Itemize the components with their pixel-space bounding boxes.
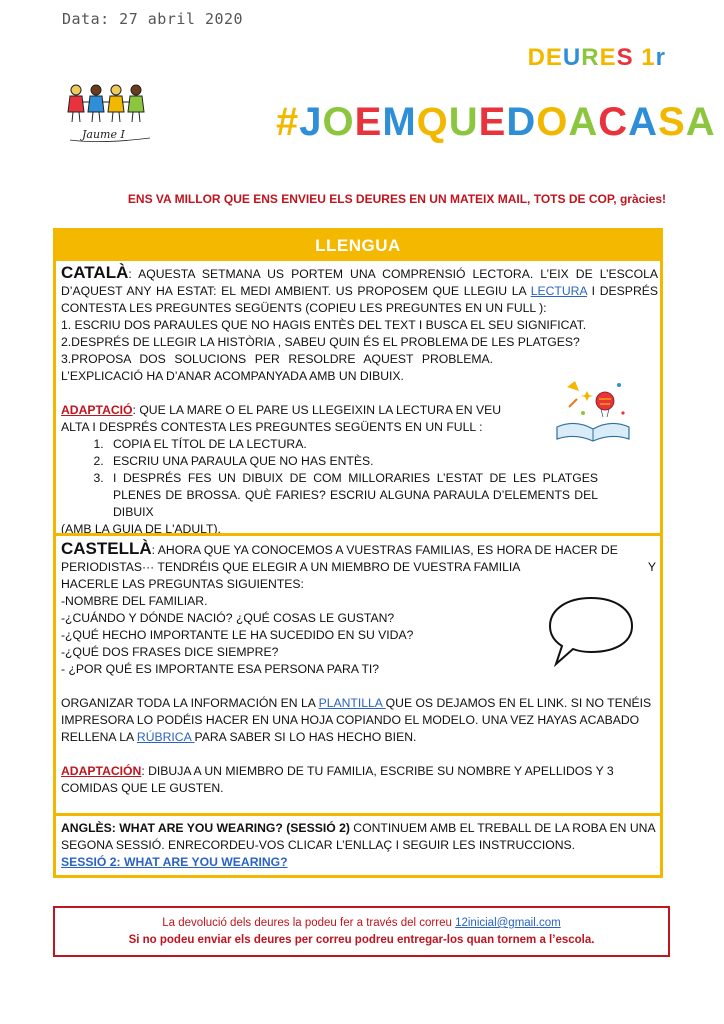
angles-text: CONTINUEM AMB EL TREBALL DE LA ROBA EN UNA SEGONA SESSIÓ. ENRECORDEU-VOS CLICAR L’ENLLAÇ I SEGUIR LES INSTRUCCIONS. (61, 821, 655, 852)
deures-letter: r (655, 44, 666, 71)
hashtag-letter: E (478, 100, 507, 144)
footer-box (53, 906, 670, 957)
rubrica-link[interactable]: RÚBRICA (136, 730, 195, 744)
list-item: 2. ESCRIU UNA PARAULA QUE NO HAS ENTÈS. (107, 453, 658, 470)
angles-heading: ANGLÈS (61, 821, 112, 835)
castella-adaptacion-label: ADAPTACIÓN (61, 764, 142, 778)
catala-question-3b: L’EXPLICACIÓ HA D’ANAR ACOMPANYADA AMB UN DIBUIX. (61, 369, 404, 383)
castella-org-b: QUE OS DEJAMOS EN EL LINK. SI NO TENÉIS IMPRESORA LO PODÉIS HACER EN UNA HOJA COPIANDO EL MODELO. UNA VEZ HAYAS ACABADO RELLENA LA (61, 696, 652, 744)
castella-question: -NOMBRE DEL FAMILIAR. (61, 594, 208, 608)
catala-heading: CATALÀ (61, 263, 129, 282)
hashtag-letter: U (448, 100, 479, 144)
footer-line1: La devolució dels deures la podeu fer a través del correu (162, 917, 456, 929)
sessio-2-link[interactable]: SESSIÓ 2: WHAT ARE YOU WEARING? (61, 855, 288, 869)
section-divider (56, 533, 660, 536)
catala-guide: (AMB LA GUIA DE L'ADULT). (61, 522, 221, 536)
deures-letter: 1 (633, 44, 656, 71)
hashtag-letter: A (628, 100, 659, 144)
child-figure-4 (128, 85, 144, 122)
catala-intro-a: : AQUESTA SETMANA US PORTEM UNA COMPRENSIÓ LECTORA. L’EIX DE L’ESCOLA D’AQUEST ANY HA ESTAT: EL MEDI AMBIENT. US PROPOSEM QUE LLEGIU LA (61, 267, 658, 298)
castella-section (61, 540, 658, 797)
castella-intro-a: : AHORA QUE YA CONOCEMOS A VUESTRAS FAMILIAS, ES HORA DE HACER DE (151, 543, 618, 557)
llengua-header: LLENGUA (56, 231, 660, 261)
notice-thanks: gràcies! (616, 192, 666, 206)
deures-letter: E (599, 44, 617, 71)
logo-signature: Jaume I (82, 128, 125, 141)
school-logo (62, 78, 172, 146)
castella-question: -¿QUÉ DOS FRASES DICE SIEMPRE? (61, 645, 279, 659)
catala-question-1: 1. ESCRIU DOS PARAULES QUE NO HAGIS ENTÈS DEL TEXT I BUSCA EL SEU SIGNIFICAT. (61, 318, 587, 332)
notice-text (128, 192, 666, 206)
catala-intro-b: I DESPRÉS CONTESTA LES PREGUNTES SEGÜENTS (COPIEU LES PREGUNTES EN UN FULL ): (61, 284, 658, 315)
castella-heading: CASTELLÀ (61, 539, 152, 558)
catala-adaptacio-label: ADAPTACIÓ (61, 403, 133, 417)
hashtag-letter: C (598, 100, 629, 144)
deures-letter: S (616, 44, 634, 71)
footer-line2: Si no podeu enviar els deures per correu podreu entregar-los quan tornem a l’escola. (128, 934, 595, 946)
castella-intro-b: PERIODISTAS··· TENDRÉIS QUE ELEGIR A UN MIEMBRO DE VUESTRA FAMILIA (61, 560, 521, 574)
list-item: 3. I DESPRÉS FES UN DIBUIX DE COM MILLORARIES L’ESTAT DE LES PLATGES PLENES DE BROSSA. QUÈ FARIES? ESCRIU ALGUNA PARAULA D’ELEMENTS DEL DIBUIX (107, 470, 658, 521)
castella-question: - ¿POR QUÉ ES IMPORTANTE ESA PERSONA PARA TI? (61, 662, 380, 676)
speech-bubble-drawing (546, 594, 636, 668)
hashtag-letter: O (536, 100, 569, 144)
hashtag-letter: Q (416, 100, 449, 144)
castella-intro-c: HACERLE LAS PREGUNTAS SIGUIENTES: (61, 577, 304, 591)
date-label: Data: 27 abril 2020 (62, 10, 244, 28)
catala-question-2: 2.DESPRÉS DE LLEGIR LA HISTÒRIA , SABEU QUIN ÉS EL PROBLEMA DE LES PLATGES? (61, 335, 580, 349)
deures-letter: U (562, 44, 582, 71)
deures-letter: R (581, 44, 600, 71)
castella-org-a: ORGANIZAR TODA LA INFORMACIÓN EN LA (61, 696, 319, 710)
plantilla-link[interactable]: PLANTILLA (318, 696, 386, 710)
castella-question: -¿QUÉ HECHO IMPORTANTE LE HA SUCEDIDO EN SU VIDA? (61, 628, 414, 642)
hashtag-letter: S (658, 100, 686, 144)
child-figure-2 (88, 85, 104, 122)
child-figure-1 (68, 85, 84, 122)
angles-section (61, 820, 658, 871)
catala-question-3: 3.PROPOSA DOS SOLUCIONS PER RESOLDRE AQUEST PROBLEMA. (61, 352, 493, 366)
email-link[interactable]: 12inicial@gmail.com (455, 917, 561, 929)
hashtag-letter: J (299, 100, 323, 144)
hashtag-letter: O (322, 100, 355, 144)
list-item: 1. COPIA EL TÍTOL DE LA LECTURA. (107, 436, 658, 453)
hashtag-letter: A (685, 100, 716, 144)
deures-letter: DE (527, 44, 563, 71)
book-illustration (553, 377, 633, 445)
hashtag-letter: D (506, 100, 537, 144)
castella-intro-y: Y (647, 560, 656, 574)
castella-adaptacion-text: : DIBUJA A UN MIEMBRO DE TU FAMILIA, ESCRIBE SU NOMBRE Y APELLIDOS Y 3 COMIDAS QUE LE GUSTEN. (61, 764, 614, 795)
castella-question: -¿CUÁNDO Y DÓNDE NACIÓ? ¿QUÉ COSAS LE GUSTAN? (61, 611, 395, 625)
notice-main: ENS VA MILLOR QUE ENS ENVIEU ELS DEURES EN UN MATEIX MAIL, TOTS DE COP, (127, 192, 617, 206)
castella-org-c: PARA SABER SI LO HAS HECHO BIEN. (194, 730, 417, 744)
hashtag-title (276, 100, 716, 145)
catala-adaptacio-line1: : QUE LA MARE O EL PARE US LLEGEIXIN LA LECTURA EN VEU (132, 403, 502, 417)
catala-adaptacio-line2: ALTA I DESPRÉS CONTESTA LES PREGUNTES SEGÜENTS EN UN FULL : (61, 420, 483, 434)
catala-adaptacio-list (61, 436, 658, 521)
section-divider (56, 813, 660, 816)
hashtag-letter: M (382, 100, 417, 144)
angles-subheading: : WHAT ARE YOU WEARING? (SESSIÓ 2) (111, 821, 350, 835)
hashtag-letter: E (354, 100, 383, 144)
deures-title (528, 44, 666, 72)
hashtag-letter: A (568, 100, 599, 144)
hashtag-letter: # (276, 100, 300, 144)
lectura-link[interactable]: LECTURA (530, 284, 587, 298)
child-figure-3 (108, 85, 124, 122)
